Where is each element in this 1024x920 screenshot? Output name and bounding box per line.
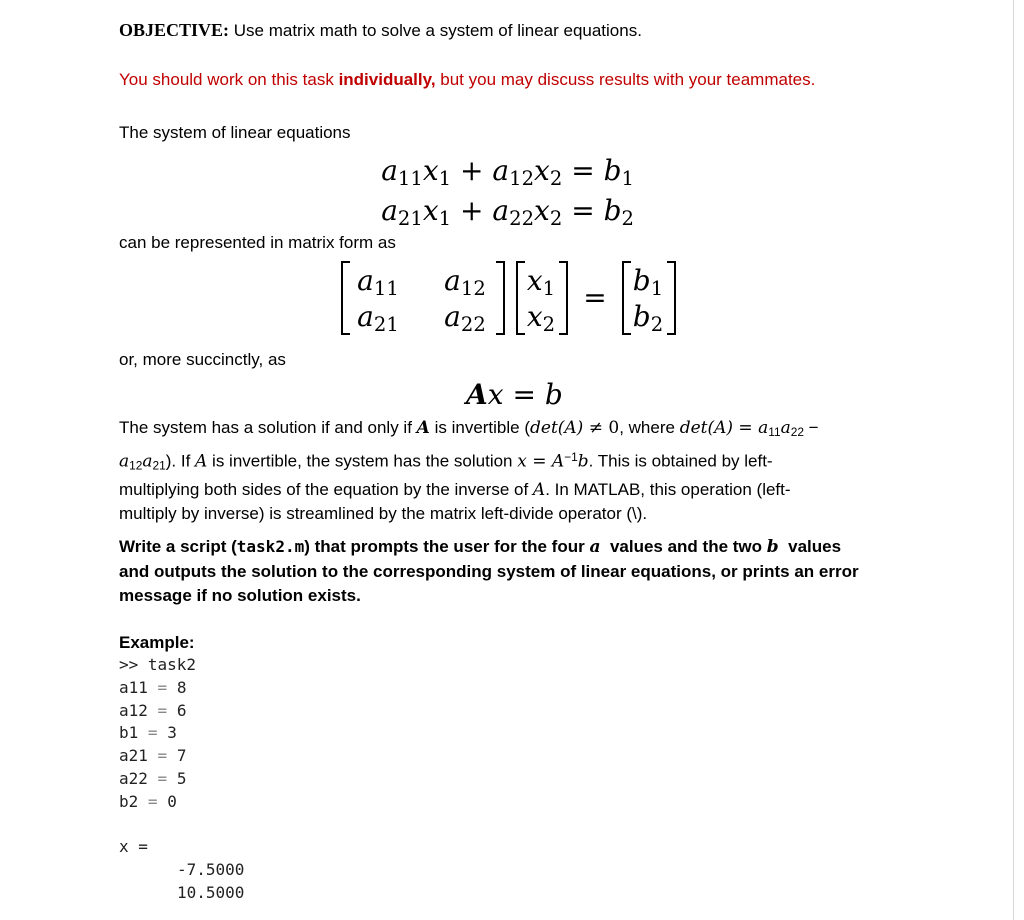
input-variable-name: a21 bbox=[119, 746, 148, 766]
vector-b1: $b_1$ bbox=[632, 264, 664, 300]
vector-b-right-bracket bbox=[667, 261, 676, 335]
example-console bbox=[119, 654, 244, 905]
notice-post: but you may discuss results with your teammates. bbox=[435, 70, 816, 89]
page-edge bbox=[1013, 0, 1014, 920]
example-inputs bbox=[119, 677, 244, 814]
input-value: 6 bbox=[176, 700, 187, 720]
example-output-value: 10.5000 bbox=[177, 882, 245, 902]
example-outputs bbox=[119, 859, 244, 905]
intro-text: The system of linear equations bbox=[119, 123, 351, 142]
example-input-row bbox=[119, 677, 244, 700]
vector-x1: $x_1$ bbox=[526, 264, 556, 300]
vector-b2: $b_2$ bbox=[632, 300, 664, 336]
input-value: 8 bbox=[176, 677, 187, 697]
matrix-intro-text: can be represented in matrix form as bbox=[119, 233, 396, 252]
notice-line bbox=[119, 68, 815, 92]
input-equals: = bbox=[157, 768, 168, 788]
vector-x2: $x_2$ bbox=[526, 300, 556, 336]
example-input-row bbox=[119, 768, 244, 791]
input-variable-name: a12 bbox=[119, 700, 148, 720]
matrix-a22: $a_{22}$ bbox=[444, 300, 486, 336]
input-value: 3 bbox=[167, 723, 177, 743]
example-output-label: x = bbox=[119, 837, 148, 857]
vector-x-right-bracket bbox=[559, 261, 568, 335]
input-variable-name: b1 bbox=[119, 723, 139, 743]
equation-2: $a_{21}x_1 + a_{22}x_2 = b_2$ bbox=[381, 194, 634, 230]
explanation-line-4: multiply by inverse) is streamlined by the matrix left-divide operator (\). bbox=[119, 504, 648, 524]
explanation-paragraph bbox=[119, 416, 919, 527]
matrix-a11: $a_{11}$ bbox=[357, 264, 399, 300]
input-equals: = bbox=[157, 677, 168, 697]
objective-line bbox=[119, 18, 642, 43]
input-variable-name: b2 bbox=[119, 791, 139, 811]
input-variable-name: a11 bbox=[119, 677, 148, 697]
input-variable-name: a22 bbox=[119, 768, 148, 788]
compact-equation: Ax = b bbox=[466, 378, 563, 411]
objective-text: Use matrix math to solve a system of linear equations. bbox=[233, 21, 642, 40]
matrix-a12: $a_{12}$ bbox=[444, 264, 486, 300]
example-input-row bbox=[119, 700, 244, 723]
example-input-row bbox=[119, 745, 244, 768]
notice-pre: You should work on this task bbox=[119, 70, 339, 89]
task-line-1: Write a script (task2.m) that prompts the user for the four a values and the two b values bbox=[119, 537, 842, 557]
input-value: 5 bbox=[176, 768, 187, 788]
matrix-equals: = bbox=[583, 281, 607, 314]
matrix-a-right-bracket bbox=[496, 261, 505, 335]
input-equals: = bbox=[157, 700, 168, 720]
notice-bold: individually, bbox=[338, 70, 436, 89]
explanation-line-1: The system has a solution if and only if A is invertible (det(A) ≠ 0, where $\det(A) = a_{11}a_{22}$ − bbox=[119, 418, 819, 439]
example-output-value: -7.5000 bbox=[177, 860, 245, 880]
task-line-2: and outputs the solution to the corresponding system of linear equations, or prints an error bbox=[119, 561, 859, 581]
task-paragraph bbox=[119, 535, 919, 609]
equation-1: $a_{11}x_1 + a_{12}x_2 = b_1$ bbox=[381, 154, 634, 190]
objective-label: OBJECTIVE: bbox=[119, 20, 230, 40]
input-value: 7 bbox=[176, 746, 187, 766]
succinct-intro-text: or, more succinctly, as bbox=[119, 350, 286, 369]
input-value: 0 bbox=[167, 791, 177, 811]
explanation-line-2: $a_{12}a_{21}$). If A is invertible, the system has the solution $x = A^{-1}b$. This is obtained by left- bbox=[119, 449, 773, 472]
input-equals: = bbox=[147, 791, 158, 811]
task-filename: task2.m bbox=[236, 537, 305, 556]
task-line-3: message if no solution exists. bbox=[119, 586, 361, 606]
matrix-a21: $a_{21}$ bbox=[357, 300, 399, 336]
example-input-row bbox=[119, 791, 244, 814]
input-equals: = bbox=[157, 746, 168, 766]
example-command: >> task2 bbox=[119, 655, 197, 674]
explanation-line-3: multiplying both sides of the equation by the inverse of A. In MATLAB, this operation (left- bbox=[119, 479, 791, 500]
example-input-row bbox=[119, 722, 244, 745]
input-equals: = bbox=[147, 723, 158, 743]
example-label: Example: bbox=[119, 633, 195, 652]
